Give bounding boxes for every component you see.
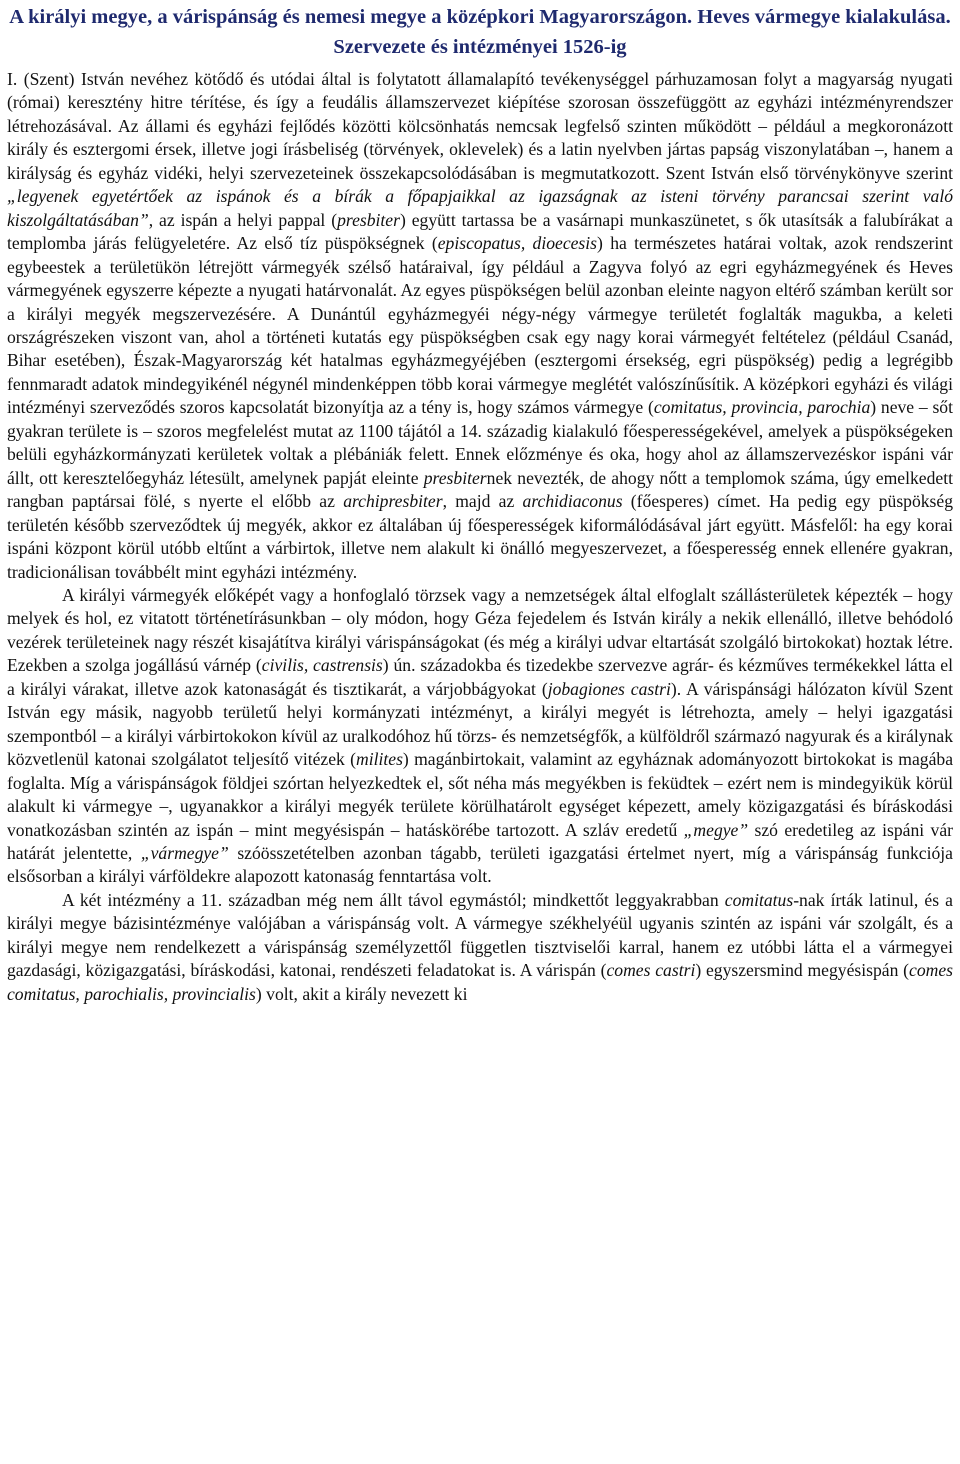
p1-sentence-3: Szent István első törvénykönyve szerint [665, 162, 954, 183]
p1-sentence-8c: , majd az [442, 491, 523, 512]
p1-sentence-5: Az egyes püspökségen belül azonban eleinte nagyon eltérő számban került sor a királyi megyék megszervezésére. [7, 280, 953, 324]
p1-sentence-7b: ) neve – sőt gyakran területe is – szoros megfelelést mutat az 1100 tájától a 14. századig kialakuló főesperességekével, amelyek a püspökségeken belüli egyházkormányzati kerületek voltak a plébániák felett. [7, 397, 953, 465]
law-quote: „legyenek egyetértőek az ispánok és a bírák a főpapjaikkal az igazságnak az isteni törvény parancsai szerint való kiszolgáltatásában” [7, 186, 953, 230]
p1-sentence-2: Az állami és egyházi fejlődés közötti kölcsönhatás nemcsak legfelső szinten működött – például a megkoronázott király és esztergomi érsek, illetve jogi írásbeliség (törvények, oklevelek) és a latin nyelvben jártas papság viszonylatában –, hanem a királyság és egyház vidéki, helyi szervezeteinek összekapcsolódásában is megmutatkozott. [7, 115, 953, 183]
p2-sentence-5b: szó eredetileg az ispáni vár határát jelentette, [7, 819, 953, 863]
p1-sentence-3b: , az ispán a helyi pappal ( [148, 209, 338, 230]
term-comes-castri: comes castri [606, 960, 696, 981]
p2-sentence-3: A várispánsági hálózaton kívül Szent István egy másik, nagyobb területű helyi kormányzati intézményt, a királyi megyét is létrehozta, amely – helyi igazgatási szempontból – a királyi várbirtokokon kívül az uralkodóhoz hű törzs- és nemzetségfők, a külföldről származó nagyurak és a királynak közvetlenül katonai szolgálatot teljesítő vitézek ( [7, 678, 954, 770]
paragraph-2 [7, 584, 953, 889]
p1-sentence-8: Ennek előzménye és oka, hogy ahol az államszervezéskor ispáni vár állt, ott keresztelőegyház létesült, amelynek papját eleinte [7, 444, 954, 488]
term-varmegye: „vármegye” [140, 842, 229, 863]
p2-sentence-5: A szláv eredetű [564, 819, 684, 840]
term-civilis: civilis, castrensis [261, 655, 383, 676]
term-episcopatus: episcopatus, dioecesis [437, 233, 598, 254]
p1-sentence-3c: ) együtt tartassa be a vasárnapi munkaszünetet, s ők utasítsák a falubírákat a templomba járás felügyeletére. [7, 209, 953, 254]
p2-sentence-5c: szóösszetételben azonban tágabb, területi igazgatási értelmet nyert, míg a várispánság funkciója elsősorban a királyi várföldekre alapozott katonaság fenntartása volt. [7, 842, 953, 887]
term-comitatus: comitatus, provincia, parochia [653, 397, 871, 418]
p3-sentence-1b: -nak írták latinul, és a királyi megye bázisintézménye valójában a várispánság volt. [7, 889, 953, 934]
p3-sentence-2: A vármegye székhelyéül ugyanis szintén az ispáni vár szolgált, és a királyi megye nem rendelkezett a várispánság személyzettől független tisztviselői karral, hanem ez utóbbi látta el a vármegyei gazdasági, közigazgatási, bíráskodási, katonai, rendészeti feladatokat is. [7, 913, 954, 981]
p2-sentence-4: Míg a várispánságok földjei szórtan helyezkedtek el, sőt néha más megyékben is feküdtek – ezért nem is mindegyikük körül alakult ki vármegye –, ugyanakkor a királyi megyék területe körülhatárolt egységet képezett, amely közigazgatási és bíráskodási vonatkozásban szintén az ispán – mint megyésispán – hatáskörébe tartozott. [7, 772, 953, 840]
p1-sentence-8d: (főesperes) címet. [622, 491, 769, 512]
p1-sentence-9: Ha pedig egy püspökség területén később szerveződtek új megyék, akkor ez általában új főesperességek kiformálódásával járt együtt. [7, 491, 954, 535]
p1-sentence-6: A Dunántúl egyházmegyéi négy-négy vármegye területét foglalták magukba, a keleti országrészeken viszont van, ahol a történeti kutatás egy püspökségben csak egy nagy korai vármegyét feltételez (például Csanád, Bihar esetében), Észak-Magyarország két hatalmas egyházmegyéjében (esztergomi érsekség, egri püspökség) pedig a legrégibb fennmaradt adatok mindegyikénél négynél mindenképpen több korai vármegye meglétét valószínűsítik. [7, 303, 953, 394]
p3-sentence-3: A várispán ( [519, 960, 607, 981]
p1-sentence-8b: nek nevezték, de ahogy nőtt a templomok száma, úgy emelkedett rangban paptársai fölé, s nyerte el előbb az [7, 467, 953, 512]
paragraph-3 [7, 889, 953, 1006]
paragraph-1 [7, 68, 953, 584]
p3-sentence-3c: ) volt, akit a király nevezett ki [255, 983, 468, 1004]
p2-sentence-1: A királyi vármegyék előképét vagy a honfoglaló törzsek vagy a nemzetségek által elfoglalt szállásterületek képezték – hogy melyek és hol, ez vitatott történetírásunkban – oly módon, hogy Géza fejedelem és István király a nekik ellenálló, illetve behódoló vezérek területeinek nagy részét kisajátítva királyi várispánságokat (és még a királyi udvar eltartását szolgáló birtokokat) hoztak létre. [7, 584, 953, 652]
p2-sentence-3b: ) magánbirtokait, valamint az egyháznak adományozott birtokokat is magába foglalta. [7, 749, 953, 793]
p1-sentence-4b: ) ha természetes határai voltak, azok rendszerint egybeestek a területükön létrejött vármegyék szélső határaival, így például a Zagyva folyó az egri egyházmegyének és Heves vármegyének egyszerre képezte a nyugati határvonalát. [7, 233, 953, 301]
term-comitatus-2: comitatus [724, 889, 794, 910]
document-title: A királyi megye, a várispánság és nemesi megye a középkori Magyarországon. Heves vármegye kialakulása. Szervezete és intézményei 1526-ig [9, 6, 951, 58]
term-jobagiones: jobagiones castri [547, 678, 671, 699]
p3-sentence-1: A két intézmény a 11. században még nem állt távol egymástól; mindkettőt leggyakrabban [62, 889, 725, 910]
term-comes-comitatus: comes comitatus, parochialis, provincialis [7, 960, 953, 1004]
p2-sentence-2b: ) ún. századokba és tizedekbe szervezve agrár- és kézműves termékekkel látta el a királyi várakat, illetve azok katonaságát és tisztikarát, a várjobbágyokat ( [7, 655, 953, 699]
term-megye: „megye” [683, 819, 749, 840]
term-milites: milites [356, 749, 403, 770]
p3-sentence-3b: ) egyszersmind megyésispán ( [695, 960, 910, 981]
term-presbiter-2: presbiter [423, 467, 487, 488]
term-archipresbiter: archipresbiter [343, 491, 443, 512]
p1-sentence-10: Másfelől: ha egy korai ispáni központ körül utóbb eltűnt a várbirtok, illetve nem alakult ki önálló megyeszervezet, a főesperesség ennek ellenére gyakran, tradicionálisan továbbélt mint egyházi intézmény. [7, 514, 953, 582]
p2-sentence-2: Ezekben a szolga jogállású várnép ( [7, 655, 262, 676]
term-archidiaconus: archidiaconus [522, 491, 623, 512]
p2-sentence-2c: ). [670, 678, 687, 699]
term-presbiter: presbiter [337, 209, 400, 230]
p1-sentence-1: I. (Szent) István nevéhez kötődő és utódai által is folytatott államalapító tevékenységgel párhuzamosan folyt a magyarság nyugati (római) keresztény hitre térítése, és így a feudális államszervezet kiépítése szorosan összefüggött az egyházi intézményrendszer létrehozásával. [7, 69, 953, 136]
p1-sentence-7: A középkori egyházi és világi intézményi szerveződés szoros kapcsolatát bizonyítja az a tény is, hogy számos vármegye ( [7, 373, 953, 418]
p1-sentence-4: Az első tíz püspökségnek ( [236, 233, 438, 254]
